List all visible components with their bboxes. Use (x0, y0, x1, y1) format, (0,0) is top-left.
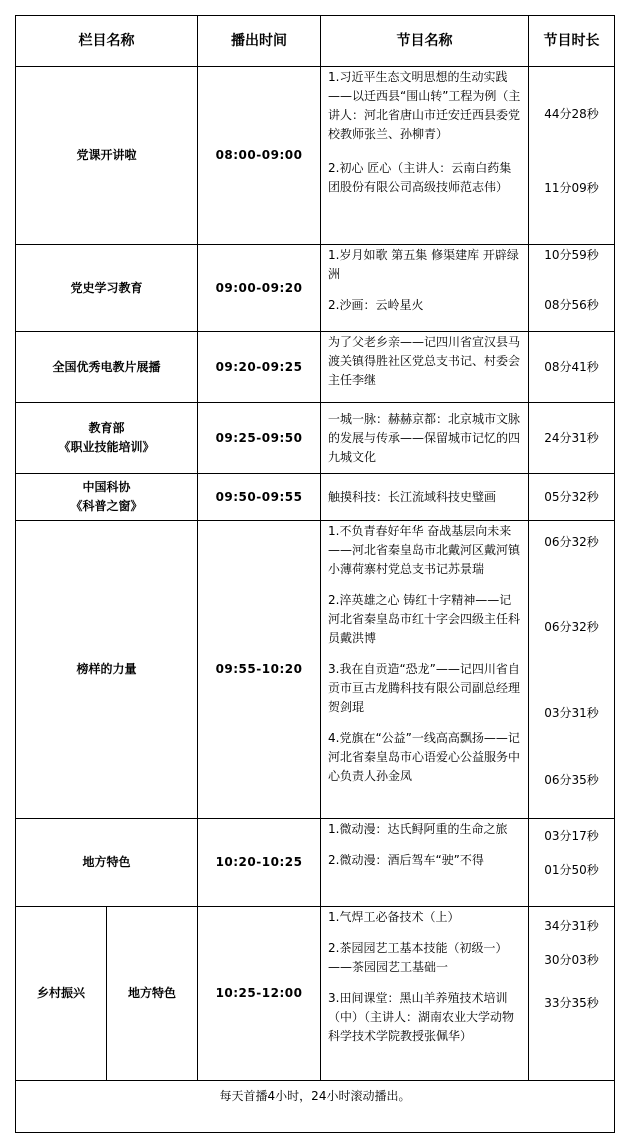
duration-item: 11分09秒 (544, 181, 599, 195)
duration-item: 30分03秒 (544, 953, 599, 967)
column-name: 榜样的力量 (16, 521, 198, 819)
duration-cell (529, 521, 615, 819)
program-item: 2.初心 匠心（主讲人：云南白药集团股份有限公司高级技师范志伟） (328, 161, 512, 194)
program-item: 为了父老乡亲——记四川省宣汉县马渡关镇得胜社区党总支书记、村委会主任李继 (328, 335, 521, 387)
program-item: 4.党旗在“公益”一线高高飘扬——记河北省秦皇岛市心语爱心公益服务中心负责人孙金凤 (328, 731, 521, 783)
header-row (16, 16, 615, 67)
program-item: 2.沙画：云岭星火 (328, 298, 424, 312)
air-time: 09:55-10:20 (198, 521, 321, 819)
air-time: 09:25-09:50 (198, 403, 321, 474)
air-time: 09:00-09:20 (198, 245, 321, 332)
duration-cell (529, 474, 615, 521)
table-row (16, 521, 615, 819)
duration-item: 03分31秒 (544, 706, 599, 720)
program-cell (321, 403, 529, 474)
sub-column-name: 地方特色 (107, 907, 198, 1081)
duration-item: 33分35秒 (544, 996, 599, 1010)
duration-item: 44分28秒 (544, 107, 599, 121)
footer-note: 每天首播4小时，24小时滚动播出。 (16, 1081, 615, 1133)
duration-item: 05分32秒 (544, 489, 599, 504)
duration-cell (529, 819, 615, 907)
column-name (16, 403, 198, 474)
duration-cell (529, 67, 615, 245)
header-column: 栏目名称 (16, 16, 198, 67)
header-time: 播出时间 (198, 16, 321, 67)
program-cell (321, 521, 529, 819)
duration-item: 06分32秒 (544, 620, 599, 634)
column-name: 全国优秀电教片展播 (16, 332, 198, 403)
duration-item: 06分35秒 (544, 773, 599, 787)
column-name-line: 中国科协 (82, 480, 131, 494)
program-item: 触摸科技：长江流域科技史璧画 (328, 489, 497, 504)
table-row (16, 245, 615, 332)
program-cell (321, 907, 529, 1081)
duration-item: 10分59秒 (544, 248, 599, 262)
column-name: 乡村振兴 (16, 907, 107, 1081)
duration-item: 34分31秒 (544, 919, 599, 933)
air-time: 09:50-09:55 (198, 474, 321, 521)
program-cell (321, 245, 529, 332)
air-time: 10:25-12:00 (198, 907, 321, 1081)
program-item: 2.微动漫：酒后驾车“驶”不得 (328, 853, 484, 867)
column-name-line: 教育部 (88, 421, 125, 435)
footer-row (16, 1081, 615, 1133)
program-item: 3.我在自贡造“恐龙”——记四川省自贡市亘古龙腾科技有限公司副总经理贺剑琨 (328, 662, 521, 714)
air-time: 08:00-09:00 (198, 67, 321, 245)
column-name (16, 474, 198, 521)
duration-cell (529, 907, 615, 1081)
header-duration: 节目时长 (529, 16, 615, 67)
duration-item: 24分31秒 (544, 430, 599, 445)
table-row (16, 907, 615, 1081)
column-name-line: 《职业技能培训》 (58, 440, 155, 454)
column-name: 党史学习教育 (16, 245, 198, 332)
duration-item: 06分32秒 (544, 535, 599, 549)
duration-cell (529, 403, 615, 474)
column-name: 地方特色 (16, 819, 198, 907)
program-item: 3.田间课堂：黑山羊养殖技术培训（中）（主讲人：湖南农业大学动物科学技术学院教授张佩华） (328, 991, 515, 1043)
duration-cell (529, 332, 615, 403)
table-row (16, 67, 615, 245)
program-cell (321, 332, 529, 403)
table-row (16, 819, 615, 907)
duration-item: 01分50秒 (544, 863, 599, 877)
table-row (16, 474, 615, 521)
program-item: 1.习近平生态文明思想的生动实践——以迁西县“围山转”工程为例（主讲人：河北省唐山市迁安迁西县委党校教师张兰、孙柳青） (328, 70, 521, 141)
column-name-line: 《科普之窗》 (70, 499, 143, 513)
header-program: 节目名称 (321, 16, 529, 67)
duration-item: 08分56秒 (544, 298, 599, 312)
program-item: 一城一脉：赫赫京都：北京城市文脉的发展与传承——保留城市记忆的四九城文化 (328, 411, 521, 464)
program-item: 1.微动漫：达氏鲟阿重的生命之旅 (328, 822, 508, 836)
program-item: 1.气焊工必备技术（上） (328, 910, 460, 924)
program-item: 1.岁月如歌 第五集 修渠建库 开辟绿洲 (328, 248, 519, 281)
table-row (16, 332, 615, 403)
program-item: 1.不负青春好年华 奋战基层向未来——河北省秦皇岛市北戴河区戴河镇小薄荷寨村党总支书记苏景瑞 (328, 524, 521, 576)
program-cell (321, 474, 529, 521)
duration-item: 03分17秒 (544, 829, 599, 843)
program-item: 2.淬英雄之心 铸红十字精神——记河北省秦皇岛市红十字会四级主任科员戴洪博 (328, 593, 521, 645)
schedule-table (15, 15, 615, 1133)
program-cell (321, 67, 529, 245)
program-item: 2.茶园园艺工基本技能（初级一）——茶园园艺工基础一 (328, 941, 508, 974)
program-cell (321, 819, 529, 907)
duration-item: 08分41秒 (544, 359, 599, 374)
table-row (16, 403, 615, 474)
duration-cell (529, 245, 615, 332)
column-name: 党课开讲啦 (16, 67, 198, 245)
air-time: 10:20-10:25 (198, 819, 321, 907)
air-time: 09:20-09:25 (198, 332, 321, 403)
